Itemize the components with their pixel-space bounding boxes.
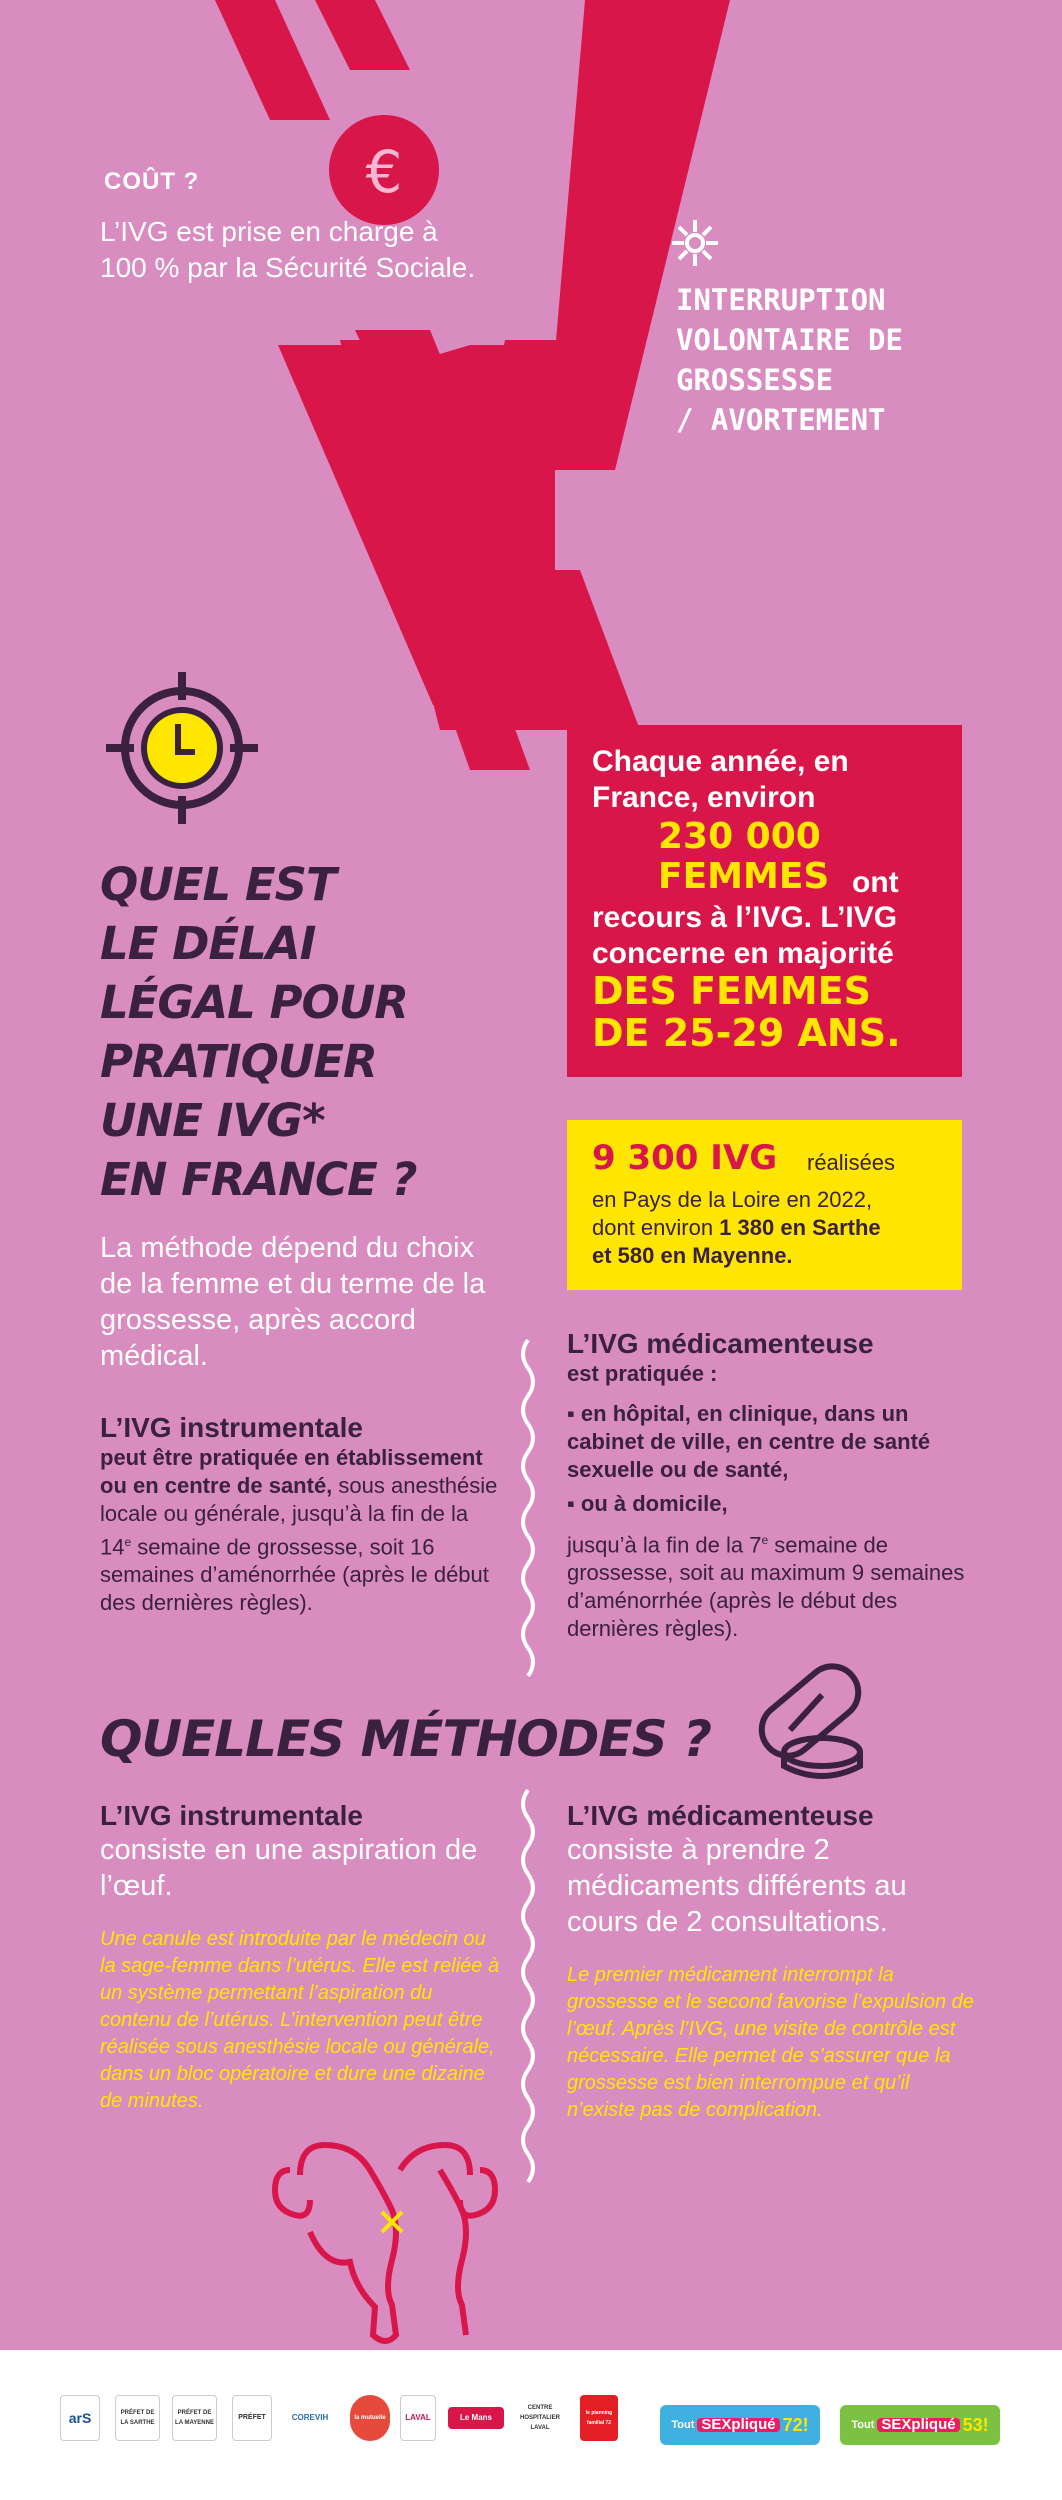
logo-corevih: COREVIH: [291, 2413, 329, 2422]
methode-instrumental: [100, 1800, 500, 2115]
logo-mutuelle: la mutuelle: [350, 2395, 390, 2441]
stats-age-line: DE 25-29 ANS.: [592, 1011, 901, 1055]
medicamenteuse-title: L’IVG médicamenteuse: [567, 1328, 874, 1359]
methode-instrumental-body: consiste en une aspiration de l’œuf.: [100, 1834, 478, 1902]
methode-medicamenteuse: [567, 1800, 977, 2124]
question-line: PRATIQUER: [100, 1035, 377, 1088]
stats-women: FEMMES: [658, 856, 830, 897]
pills-icon: [751, 1656, 869, 1776]
logo-prefet-sarthe: PRÉFET DE LA SARTHE: [115, 2395, 160, 2441]
methode-medicamenteuse-detail: Le premier médicament interrompt la grossesse et le second favorise l’expulsion de l’œuf. Après l’IVG, une visite de contrôle est nécessaire. Elle permet de s’assurer que la grossesse est bien interrompue et qu’il n’existe pas de complication.: [567, 1964, 974, 2121]
regional-sarthe: 1 380 en Sarthe: [719, 1215, 881, 1240]
tout72-b: SEXpliqué: [697, 2418, 779, 2432]
instrumental-body1: sous anesthésie locale ou générale, jusqu’à la fin de la 14: [100, 1473, 498, 1560]
regional-mayenne: et 580 en Mayenne.: [592, 1243, 793, 1268]
methode-medicamenteuse-body: consiste à prendre 2 médicaments différents au cours de 2 consultations.: [567, 1834, 907, 1938]
definition-line: INTERRUPTION: [676, 283, 886, 317]
euro-icon: [329, 115, 439, 225]
medicamenteuse-body2: semaine de grossesse, soit au maximum 9 semaines d’aménorrhée (après le début des dernières règles).: [567, 1532, 965, 1642]
logo-tout-sexplique-72: [660, 2405, 820, 2445]
definition-line: GROSSESSE: [676, 363, 834, 397]
stats-recours: recours à l’IVG. L’IVG concerne en majorité: [592, 901, 898, 970]
tout72-a: Tout: [671, 2419, 695, 2431]
methode-instrumental-detail: Une canule est introduite par le médecin ou la sage-femme dans l’utérus. Elle est reliée à un système permettant l’aspiration du contenu de l’utérus. L’intervention peut être réalisée sous anesthésie locale ou générale, dans un bloc opératoire et dure une dizaine de minutes.: [100, 1928, 500, 2112]
ivg-definition: [676, 280, 1006, 440]
instrumental-body2: semaine de grossesse, soit 16 semaines d’aménorrhée (après le début des dernières règles).: [100, 1534, 489, 1616]
tout53-a: Tout: [851, 2419, 875, 2431]
instrumental-sub: peut être pratiquée en établissement ou en centre de santé,: [100, 1445, 483, 1498]
stripe-right-top: [315, 0, 410, 70]
tout72-c: 72!: [782, 2415, 809, 2435]
definition-line: VOLONTAIRE DE: [676, 323, 903, 357]
question-line: EN FRANCE ?: [100, 1153, 417, 1206]
svg-text:€: €: [365, 138, 403, 206]
methode-medicamenteuse-title: L’IVG médicamenteuse: [567, 1800, 874, 1831]
medicamenteuse-body1: jusqu’à la fin de la 7: [567, 1532, 762, 1558]
tout53-c: 53!: [962, 2415, 989, 2435]
definition-line: / AVORTEMENT: [676, 403, 886, 437]
logo-prefet-mayenne: PRÉFET DE LA MAYENNE: [172, 2395, 217, 2441]
logo-laval: LAVAL: [400, 2395, 436, 2441]
medicamenteuse-bullet1: ▪ en hôpital, en clinique, dans un cabinet de ville, en centre de santé sexuelle ou de santé,: [567, 1401, 931, 1482]
stats-intro: Chaque année, en France, environ: [592, 745, 849, 814]
clock-target-icon: [106, 672, 258, 824]
question-line: LE DÉLAI: [100, 917, 316, 970]
wavy-divider-bottom: [523, 1790, 533, 2182]
medicamenteuse-body: [567, 1526, 967, 1643]
logo-ch-laval: CENTRE HOSPITALIER LAVAL: [520, 2405, 560, 2431]
medicamenteuse-bullet2: ▪ ou à domicile,: [567, 1491, 728, 1516]
regional-text: [592, 1186, 952, 1270]
regional-line2: [592, 1214, 952, 1242]
regional-number: 9 300 IVG: [592, 1138, 778, 1178]
medicamenteuse-sub: est pratiquée :: [567, 1361, 718, 1386]
cost-text: L’IVG est prise en charge à 100 % par la Sécurité Sociale.: [100, 216, 476, 283]
methode-intro: La méthode dépend du choix de la femme et du terme de la grossesse, après accord médical.: [100, 1232, 486, 1372]
logo-tout-sexplique-53: [840, 2405, 1000, 2445]
uterus-icon: [275, 2145, 495, 2341]
question-line: UNE IVG*: [100, 1094, 325, 1147]
question-line: LÉGAL POUR: [100, 976, 408, 1029]
instrumental-block: [100, 1412, 500, 1617]
methode-instrumental-title: L’IVG instrumentale: [100, 1800, 363, 1831]
regional-line1: en Pays de la Loire en 2022,: [592, 1187, 873, 1212]
instrumental-sup: e: [124, 1535, 132, 1549]
stripe-left-top: [215, 0, 330, 120]
stats-age: [592, 970, 952, 1054]
logo-le-mans: Le Mans: [448, 2407, 504, 2429]
cost-title: COÛT ?: [104, 168, 200, 195]
asterisk-icon: [672, 220, 718, 266]
instrumental-title: L’IVG instrumentale: [100, 1412, 363, 1443]
question-line: QUEL EST: [100, 858, 336, 911]
methodes-title: QUELLES MÉTHODES ?: [100, 1710, 712, 1768]
tout53-b: SEXpliqué: [877, 2418, 959, 2432]
stats-number: 230 000: [658, 816, 821, 857]
stats-age-line: DES FEMMES: [592, 969, 871, 1013]
medicamenteuse-block: [567, 1328, 967, 1643]
wavy-divider-top: [523, 1340, 533, 1676]
medicamenteuse-sup: e: [761, 1533, 769, 1547]
regional-line2-prefix: dont environ: [592, 1215, 720, 1240]
logo-planning-familial: le planning familial 72: [580, 2395, 618, 2441]
logo-prefet: PRÉFET: [232, 2395, 272, 2441]
regional-realisees: réalisées: [807, 1150, 896, 1175]
logo-ars: arS: [60, 2395, 100, 2441]
instrumental-text: [100, 1444, 500, 1617]
question-heading: [100, 855, 530, 1209]
stats-ont: ont: [852, 866, 899, 899]
